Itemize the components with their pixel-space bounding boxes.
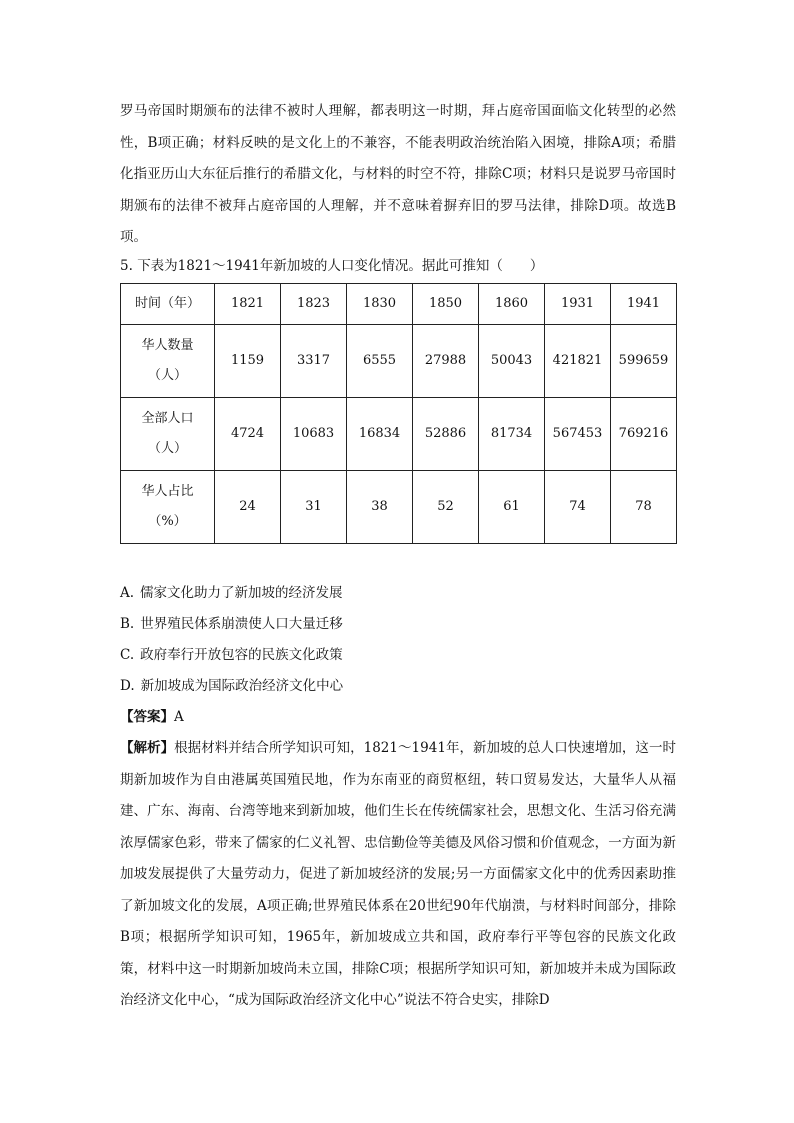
- value-cell: 52886: [413, 398, 479, 471]
- table-header-row: [121, 284, 677, 325]
- year-cell: 1821: [215, 284, 281, 325]
- year-cell: 1823: [281, 284, 347, 325]
- value-cell: 27988: [413, 325, 479, 398]
- option-text: 新加坡成为国际政治经济文化中心: [140, 678, 344, 694]
- value-cell: 1159: [215, 325, 281, 398]
- row-label-cell: [121, 325, 215, 398]
- answer-options: [120, 578, 676, 702]
- value-cell: 31: [281, 471, 347, 544]
- value-cell: 3317: [281, 325, 347, 398]
- table-row-chinese-count: [121, 325, 677, 398]
- year-cell: 1850: [413, 284, 479, 325]
- row-label-line2: （人）: [147, 368, 187, 383]
- question-number: 5.: [120, 258, 133, 274]
- row-label-line1: 华人数量: [141, 338, 194, 353]
- answer-line: [120, 702, 676, 733]
- row-label-line1: 全部人口: [141, 411, 194, 426]
- question-text: 下表为1821～1941年新加坡的人口变化情况。据此可推知（ ）: [137, 258, 544, 274]
- analysis-paragraph: [120, 733, 676, 1017]
- population-table-container: [120, 283, 676, 544]
- value-cell: 4724: [215, 398, 281, 471]
- value-cell: 24: [215, 471, 281, 544]
- answer-tag: 【答案】: [120, 709, 174, 725]
- table-row-total-population: [121, 398, 677, 471]
- option-text: 儒家文化助力了新加坡的经济发展: [140, 585, 343, 601]
- table-row-chinese-share: [121, 471, 677, 544]
- option-letter: B.: [120, 616, 135, 632]
- value-cell: 61: [479, 471, 545, 544]
- option-a: [120, 578, 676, 609]
- option-letter: A.: [120, 585, 135, 601]
- value-cell: 52: [413, 471, 479, 544]
- value-cell: 769216: [611, 398, 677, 471]
- option-d: [120, 671, 676, 702]
- value-cell: 421821: [545, 325, 611, 398]
- value-cell: 599659: [611, 325, 677, 398]
- row-label-line2: （%）: [148, 514, 187, 529]
- option-c: [120, 640, 676, 671]
- option-b: [120, 609, 676, 640]
- value-cell: 6555: [347, 325, 413, 398]
- value-cell: 74: [545, 471, 611, 544]
- previous-analysis-text: 罗马帝国时期颁布的法律不被时人理解，都表明这一时期，拜占庭帝国面临文化转型的必然性，B项正确；材料反映的是文化上的不兼容，不能表明政治统治陷入困境，排除A项；希腊化指亚历山大东征后推行的希腊文化，与材料的时空不符，排除C项；材料只是说罗马帝国时期颁布的法律不被拜占庭帝国的人理解，并不意味着摒弃旧的罗马法律，排除D项。故选B项。: [120, 103, 676, 245]
- value-cell: 10683: [281, 398, 347, 471]
- option-letter: C.: [120, 647, 135, 663]
- value-cell: 81734: [479, 398, 545, 471]
- answer-value: A: [174, 709, 184, 725]
- value-cell: 78: [611, 471, 677, 544]
- option-letter: D.: [120, 678, 135, 694]
- option-text: 世界殖民体系崩溃使人口大量迁移: [140, 616, 343, 632]
- value-cell: 38: [347, 471, 413, 544]
- question-stem: [120, 252, 676, 280]
- value-cell: 50043: [479, 325, 545, 398]
- year-cell: 1830: [347, 284, 413, 325]
- year-cell: 1860: [479, 284, 545, 325]
- year-cell: 1941: [611, 284, 677, 325]
- row-label-line1: 华人占比: [141, 484, 194, 499]
- analysis-tag: 【解析】: [120, 740, 175, 756]
- population-table: [120, 283, 677, 544]
- row-label-cell: [121, 398, 215, 471]
- value-cell: 16834: [347, 398, 413, 471]
- row-label-cell: [121, 471, 215, 544]
- year-cell: 1931: [545, 284, 611, 325]
- value-cell: 567453: [545, 398, 611, 471]
- option-text: 政府奉行开放包容的民族文化政策: [140, 647, 343, 663]
- analysis-text: 根据材料并结合所学知识可知，1821～1941年，新加坡的总人口快速增加，这一时期新加坡作为自由港属英国殖民地，作为东南亚的商贸枢纽，转口贸易发达，大量华人从福建、广东、海南、台湾等地来到新加坡，他们生长在传统儒家社会，思想文化、生活习俗充满浓厚儒家色彩，带来了儒家的仁义礼智、忠信勤俭等美德及风俗习惯和价值观念，一方面为新加坡发展提供了大量劳动力，促进了新加坡经济的发展;另一方面儒家文化中的优秀因素助推了新加坡文化的发展，A项正确;世界殖民体系在20世纪90年代崩溃，与材料时间部分，排除B项；根据所学知识可知，1965年，新加坡成立共和国，政府奉行平等包容的民族文化政策，材料中这一时期新加坡尚未立国，排除C项；根据所学知识可知，新加坡并未成为国际政治经济文化中心，“成为国际政治经济文化中心”说法不符合史实，排除D: [120, 740, 676, 1008]
- header-label-cell: 时间（年）: [121, 284, 215, 325]
- row-label-line2: （人）: [147, 441, 187, 456]
